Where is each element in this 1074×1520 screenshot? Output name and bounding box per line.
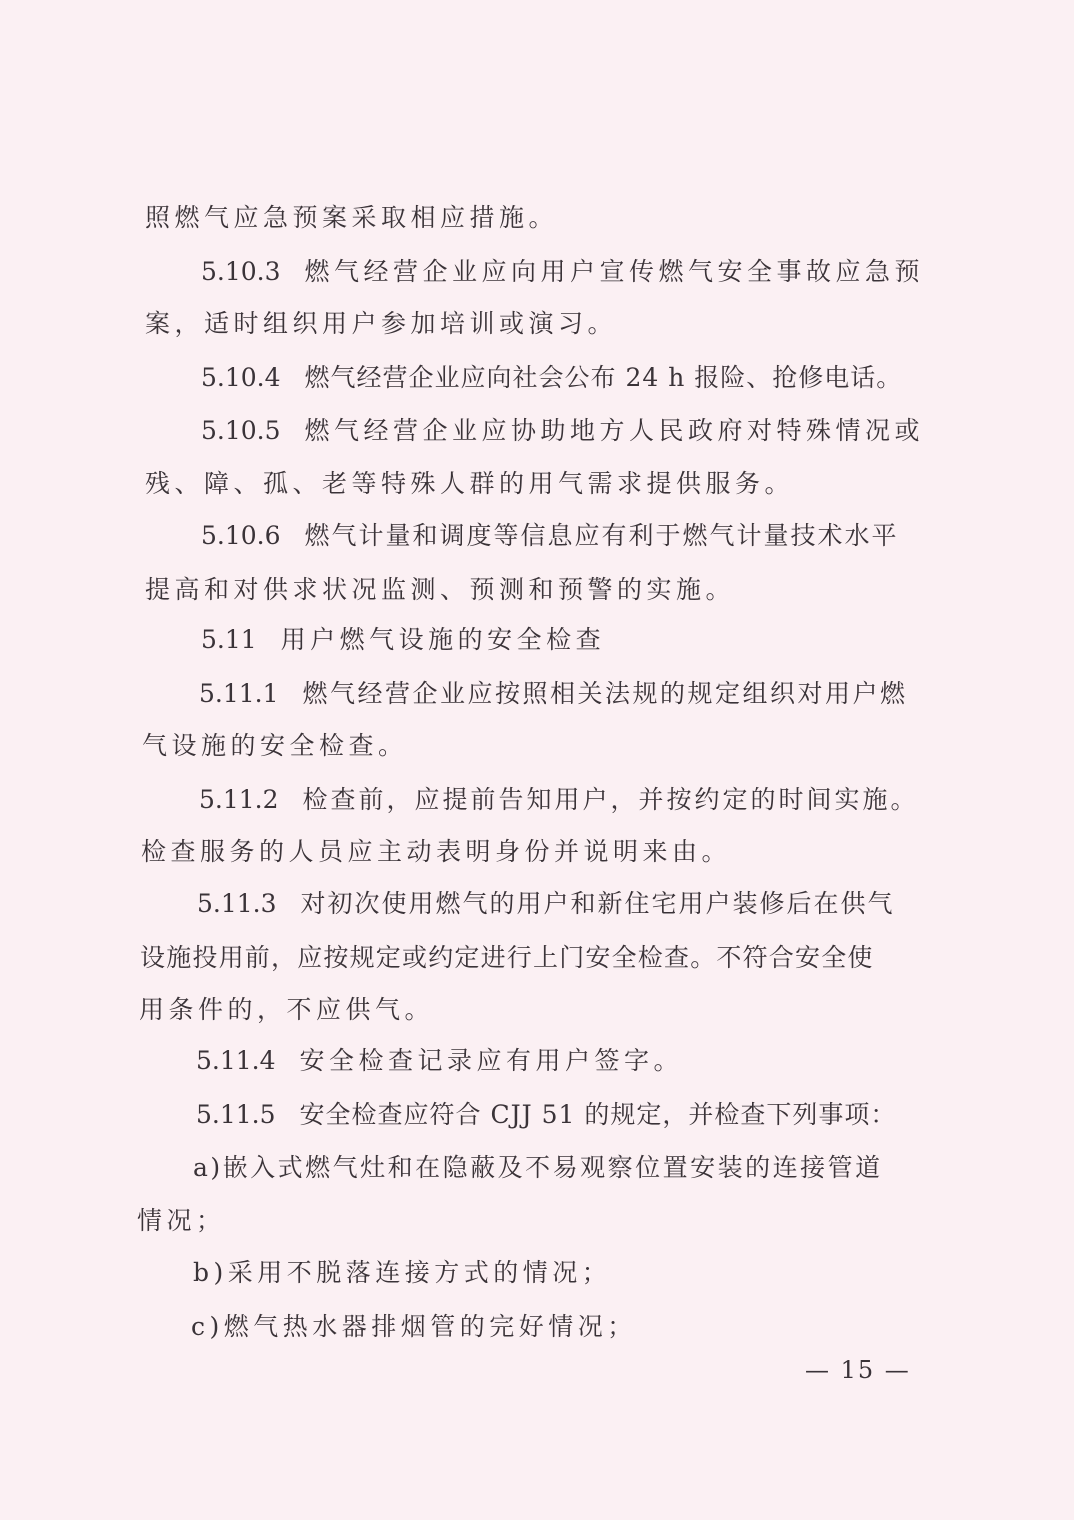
list-item [193, 1255, 611, 1291]
list-item [193, 1150, 883, 1186]
line-text: 检查前，应提前告知用户，并按约定的时间实施。 [302, 785, 919, 814]
clause-number: 5.10.6 [201, 521, 281, 550]
clause-number: 5.10.3 [201, 257, 281, 286]
line-text: 提高和对供求状况监测、预测和预警的实施。 [145, 575, 736, 604]
clause-number: 5.10.4 [201, 363, 281, 392]
page-number: — 15 — [805, 1356, 911, 1384]
line-text: 燃气经营企业应按照相关法规的规定组织对用户燃 [302, 679, 908, 708]
clause-number: 5.11.4 [196, 1046, 276, 1075]
clause-number: 5.11.5 [196, 1100, 276, 1129]
list-item-text: c)燃气热水器排烟管的完好情况； [191, 1312, 637, 1341]
clause-line [201, 254, 924, 290]
text-line [141, 834, 731, 870]
text-line [145, 306, 617, 342]
line-text: 安全检查记录应有用户签字。 [299, 1046, 684, 1075]
line-text: 燃气经营企业应协助地方人民政府对特殊情况或 [304, 416, 925, 445]
clause-line [196, 1043, 683, 1079]
list-item-text: b)采用不脱落连接方式的情况； [193, 1258, 612, 1287]
line-text: 案，适时组织用户参加培训或演习。 [145, 309, 618, 338]
clause-number: 5.11.1 [199, 679, 279, 708]
line-text: 情况； [137, 1206, 226, 1235]
section-title: 用户燃气设施的安全检查 [280, 625, 606, 654]
text-line [137, 1203, 226, 1239]
list-item [191, 1309, 637, 1345]
clause-number: 5.11.3 [197, 889, 277, 918]
clause-line [197, 886, 895, 922]
line-text: 设施投用前，应按规定或约定进行上门安全检查。不符合安全使 [140, 943, 874, 972]
clause-number: 5.10.5 [201, 416, 281, 445]
section-number: 5.11 [201, 625, 257, 654]
list-item-text: a)嵌入式燃气灶和在隐蔽及不易观察位置安装的连接管道 [193, 1153, 883, 1182]
clause-line [201, 360, 902, 396]
text-line [145, 466, 794, 502]
line-text: 残、障、孤、老等特殊人群的用气需求提供服务。 [145, 469, 795, 498]
line-text: 检查服务的人员应主动表明身份并说明来由。 [141, 837, 732, 866]
clause-line [201, 413, 924, 449]
section-heading [201, 622, 605, 658]
line-text: 安全检查应符合 CJJ 51 的规定，并检查下列事项： [299, 1100, 897, 1129]
clause-line [199, 782, 919, 818]
text-line [140, 940, 874, 976]
text-line [145, 200, 558, 236]
clause-number: 5.11.2 [199, 785, 279, 814]
line-text: 燃气经营企业应向用户宣传燃气安全事故应急预 [304, 257, 925, 286]
line-text: 气设施的安全检查。 [142, 731, 408, 760]
clause-line [196, 1097, 896, 1133]
line-text: 照燃气应急预案采取相应措施。 [145, 203, 559, 232]
text-line [145, 572, 735, 608]
text-line [139, 992, 434, 1028]
line-text: 燃气计量和调度等信息应有利于燃气计量技术水平 [304, 521, 899, 550]
line-text: 对初次使用燃气的用户和新住宅用户装修后在供气 [300, 889, 895, 918]
line-text: 用条件的，不应供气。 [139, 995, 435, 1024]
clause-line [199, 676, 908, 712]
line-text: 燃气经营企业应向社会公布 24 h 报险、抢修电话。 [304, 363, 903, 392]
clause-line [201, 518, 899, 554]
text-line [142, 728, 408, 764]
